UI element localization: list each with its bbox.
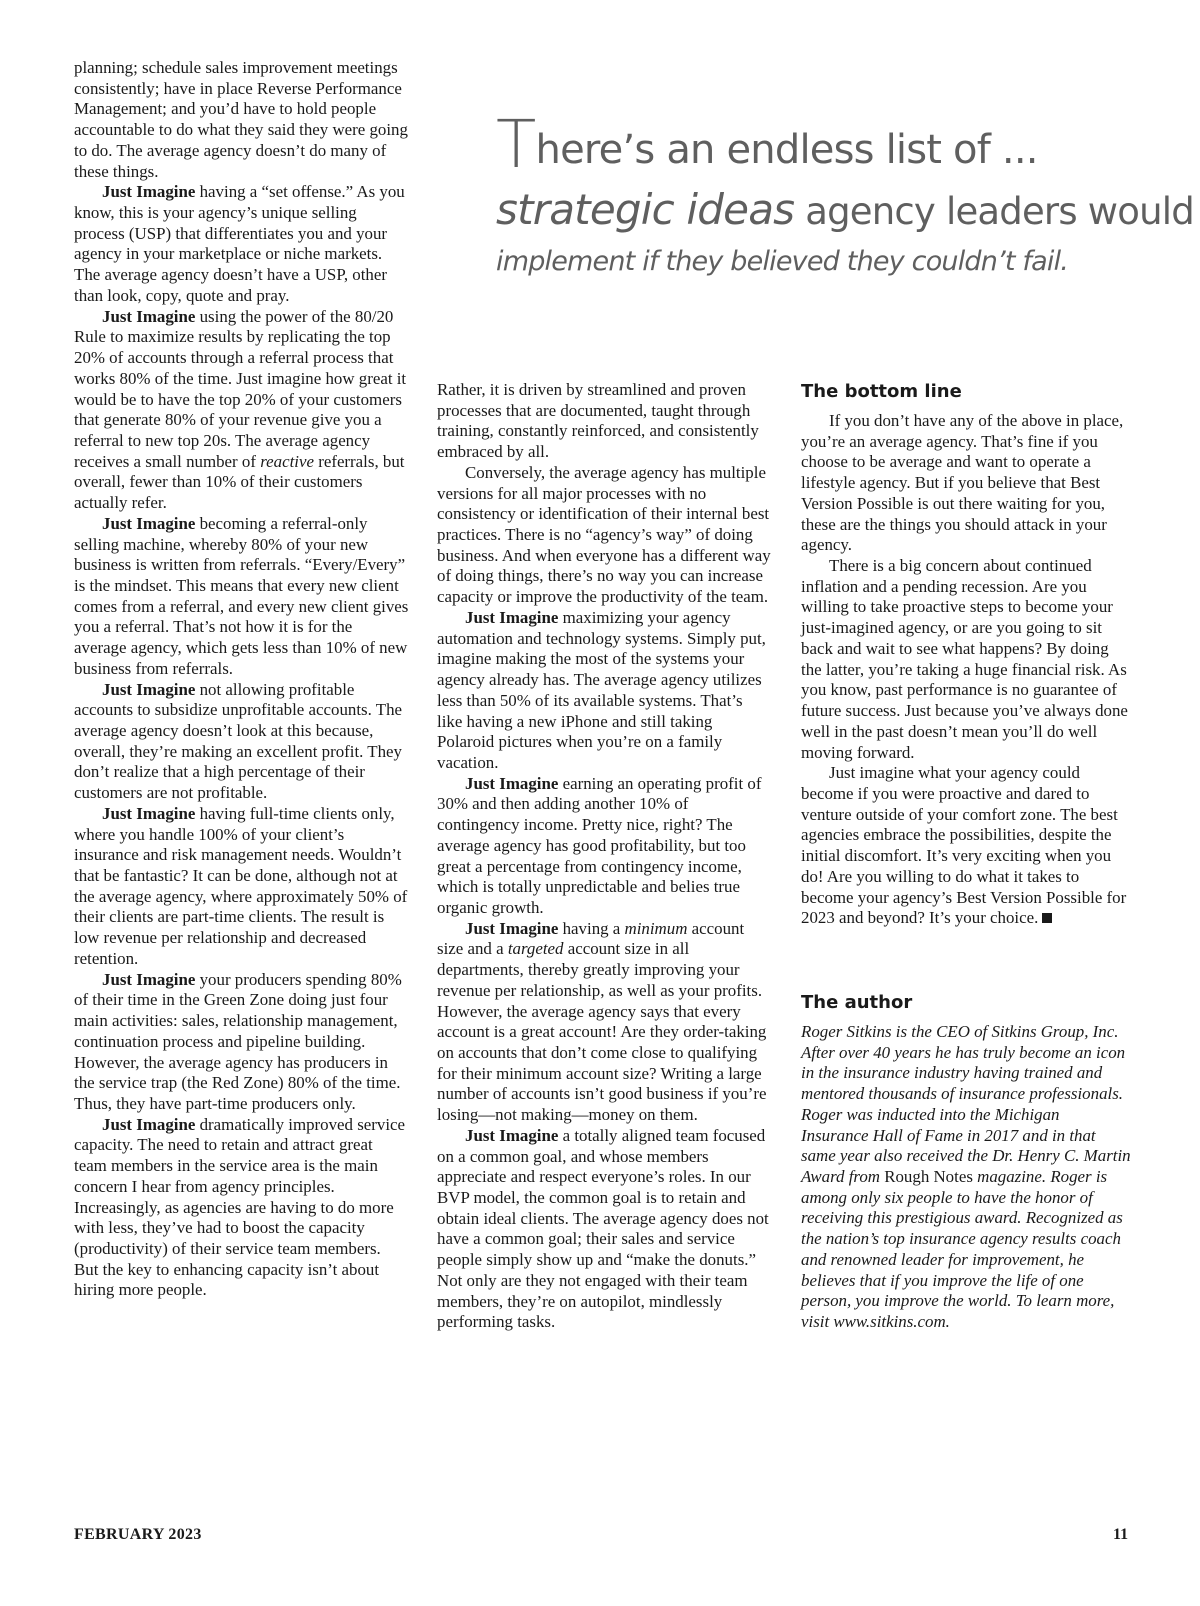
pull-quote: [496, 106, 1194, 287]
article-column-2: [437, 380, 772, 1333]
paragraph: If you don’t have any of the above in place, you’re an average agency. That’s fine if you choose to be average and want to operate a lifestyle agency. But if you believe that Best Version Possible is out there waiting for you, these are the things you should attack in your agency.: [801, 411, 1124, 555]
paragraph: Just Imagine having a minimum account size and a targeted account size in all departments, thereby greatly improving your revenue per relationship, as well as your profits. However, the average agency says that every account is a great account! Are they order-taking on accounts that don’t come close to qualifying for their minimum account size? Writing a large number of accounts isn’t good business if you’re losing—not making—money on them.: [437, 918, 767, 1125]
section-heading-bottom-line: The bottom line: [801, 381, 962, 402]
lead-in: Just Imagine: [465, 773, 559, 793]
paragraph: Just Imagine having a “set offense.” As you know, this is your agency’s unique selling process (USP) that differentiates you and your agency in your marketplace or niche markets. The average agency doesn’t have a USP, other than look, copy, quote and pray.: [74, 182, 405, 305]
paragraph: Just Imagine using the power of the 80/20 Rule to maximize results by replicating the top 20% of accounts through a referral process that works 80% of the time. Just imagine how great it would be to have the top 20% of your customers that generate 80% of your revenue give you a referral to new top 20s. The average agency receives a small number of reactive referrals, but overall, fewer than 10% of their customers actually refer.: [74, 306, 407, 513]
lead-in: Just Imagine: [102, 182, 196, 202]
pull-quote-line-1: There’s an endless list of ...: [496, 106, 1038, 183]
paragraph: Conversely, the average agency has multiple versions for all major processes with no consistency or identification of their internal best practices. There is no “agency’s way” of doing business. And when everyone has a different way of doing things, there’s no way you can increase capacity or improve the productivity of the team.: [437, 462, 771, 607]
article-column-1: [74, 58, 409, 1301]
lead-in: Just Imagine: [102, 306, 196, 326]
lead-in: Just Imagine: [465, 607, 559, 627]
issue-date: FEBRUARY 2023: [74, 1526, 202, 1543]
paragraph: Just Imagine dramatically improved service capacity. The need to retain and attract great team members in the service area is the main concern I hear from agency principles. Increasingly, as agencies are having to do more with less, they’ve had to boost the capacity (productivity) of their service team members. But the key to enhancing capacity isn’t about hiring more people.: [74, 1114, 406, 1300]
paragraph: Just Imagine earning an operating profit of 30% and then adding another 10% of contingency income. Pretty nice, right? The average agency has good profitability, but too great a percentage from contingency income, which is totally unpredictable and belies true organic growth.: [437, 773, 762, 917]
section-heading-author: The author: [801, 991, 913, 1013]
paragraph: Rather, it is driven by streamlined and proven processes that are documented, taught through training, constantly reinforced, and consistently embraced by all.: [437, 380, 759, 462]
end-mark-icon: [1042, 913, 1052, 923]
lead-in: Just Imagine: [102, 803, 196, 823]
page-number: 11: [1113, 1526, 1129, 1543]
paragraph: Just Imagine having full-time clients only, where you handle 100% of your client’s insurance and risk management needs. Wouldn’t that be fantastic? It can be done, although not at the average agency, where approximately 50% of their clients are part-time clients. The result is low revenue per relationship and decreased retention.: [74, 803, 408, 968]
paragraph: planning; schedule sales improvement meetings consistently; have in place Reverse Performance Management; and you’d have to hold people accountable to do what they said they were going to do. The average agency doesn’t do many of these things.: [74, 58, 408, 181]
lead-in: Just Imagine: [465, 1125, 559, 1145]
pull-quote-line-3: implement if they believed they couldn’t fail.: [496, 246, 1069, 277]
lead-in: Just Imagine: [102, 513, 196, 533]
paragraph: Just Imagine becoming a referral-only selling machine, whereby 80% of your new business is written from referrals. “Every/Every” is the mindset. This means that every new client comes from a referral, and every new client gives you a referral. That’s not how it is for the average agency, which gets less than 10% of new business from referrals.: [74, 513, 409, 678]
paragraph: Just imagine what your agency could become if you were proactive and dared to venture outside of your comfort zone. The best agencies embrace the possibilities, despite the initial discomfort. It’s very exciting when you do! Are you willing to do what it takes to become your agency’s Best Version Possible for 2023 and beyond? It’s your choice.: [801, 763, 1127, 928]
paragraph: Just Imagine not allowing profitable accounts to subsidize unprofitable accounts. The average agency doesn’t look at this because, overall, they’re making an excellent profit. They don’t realize that a high percentage of their customers are not profitable.: [74, 679, 403, 803]
paragraph: Just Imagine maximizing your agency automation and technology systems. Simply put, imagine making the most of the systems your agency already has. The average agency utilizes less than 50% of its available systems. That’s like having a new iPhone and still taking Polaroid pictures when you’re on a family vacation.: [437, 607, 766, 772]
lead-in: Just Imagine: [102, 679, 196, 699]
pull-quote-line-2: strategic ideas agency leaders would: [496, 185, 1194, 234]
paragraph: Just Imagine a totally aligned team focused on a common goal, and whose members appreciate and respect everyone’s roles. In our BVP model, the common goal is to retain and obtain ideal clients. The average agency does not have a common goal; their sales and service people simply show up and “make the donuts.” Not only are they not engaged with their team members, they’re on autopilot, mindlessly performing tasks.: [437, 1125, 769, 1332]
paragraph: There is a big concern about continued inflation and a pending recession. Are you willing to take proactive steps to become your just-imagined agency, or are you going to sit back and wait to see what happens? By doing the latter, you’re taking a huge financial risk. As you know, past performance is no guarantee of future success. Just because you’ve always done well in the past doesn’t mean you’ll do well moving forward.: [801, 556, 1128, 762]
author-bio: Roger Sitkins is the CEO of Sitkins Group, Inc. After over 40 years he has truly become an icon in the insurance industry having trained and mentored thousands of insurance professionals. Roger was inducted into the Michigan Insurance Hall of Fame in 2017 and in that same year also received the Dr. Henry C. Martin Award from Rough Notes magazine. Roger is among only six people to have the honor of receiving this prestigious award. Recognized as the nation’s top insurance agency results coach and renowned leader for improvement, he believes that if you improve the life of one person, you improve the world. To learn more, visit www.sitkins.com.: [801, 1021, 1131, 1332]
article-column-3: [801, 380, 1131, 1333]
lead-in: Just Imagine: [102, 1114, 196, 1134]
paragraph: Just Imagine your producers spending 80% of their time in the Green Zone doing just four main activities: sales, relationship management, continuation process and pipeline building. However, the average agency has producers in the service trap (the Red Zone) 80% of the time. Thus, they have part-time producers only.: [74, 969, 402, 1113]
lead-in: Just Imagine: [102, 969, 196, 989]
lead-in: Just Imagine: [465, 918, 559, 938]
